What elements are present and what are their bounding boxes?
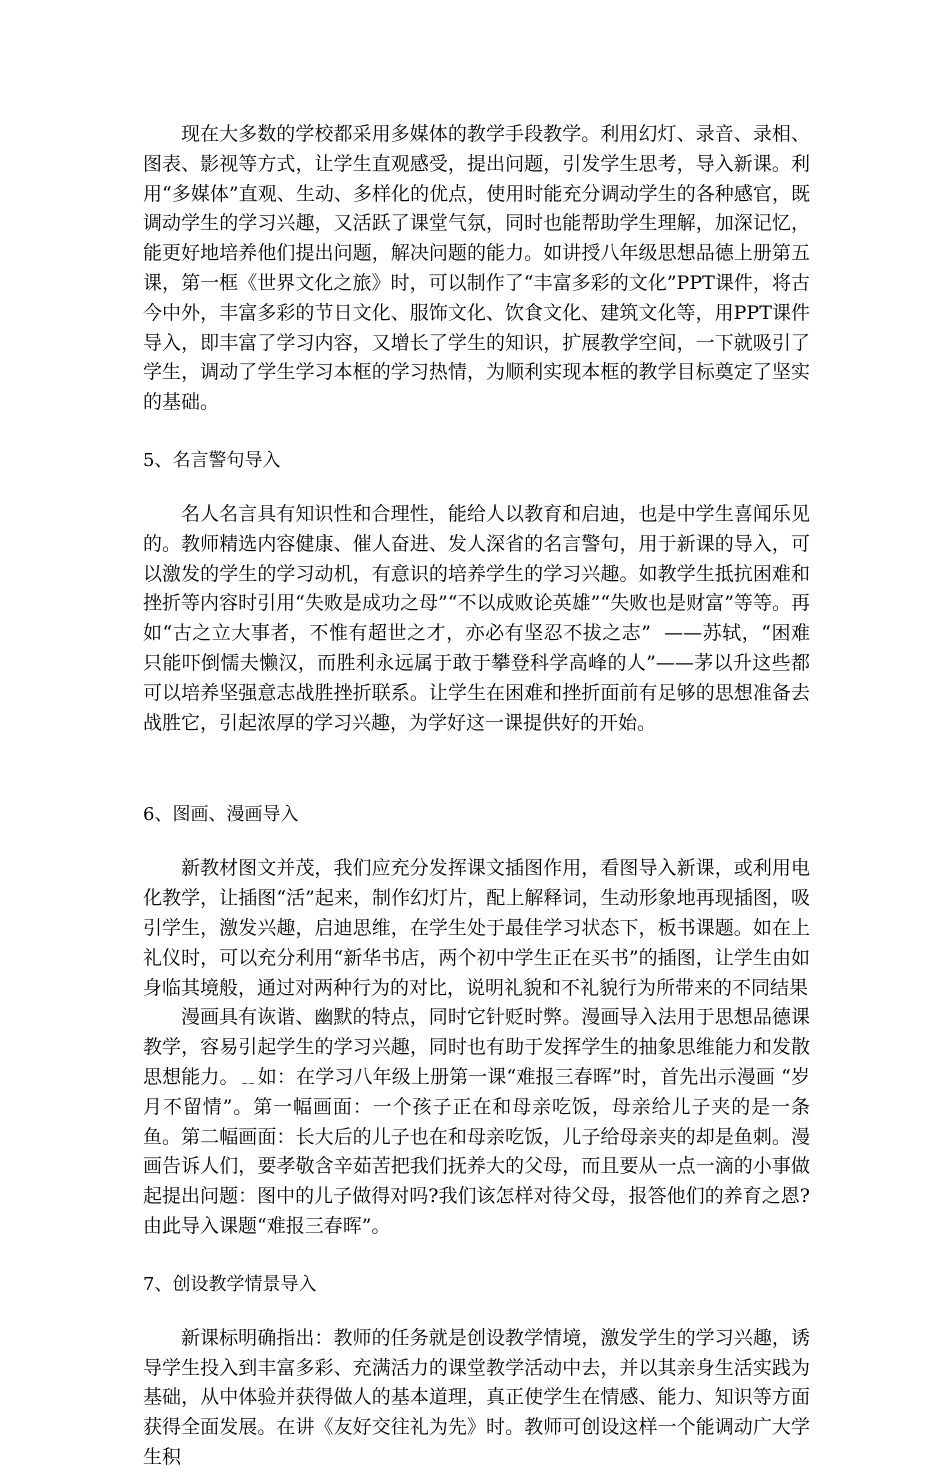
heading-situations: 7、创设教学情景导入 <box>143 1273 317 1295</box>
paragraph-multimedia: 现在大多数的学校都采用多媒体的教学手段教学。利用幻灯、录音、录相、图表、影视等方式，让学生直观感受，提出问题，引发学生思考，导入新课。利用“多媒体”直观、生动、多样化的优点，使用时能充分调动学生的各种感官，既调动学生的学习兴趣，又活跃了课堂气氛，同时也能帮助学生理解，加深记忆，能更好地培养他们提出问题，解决问题的能力。如讲授八年级思想品德上册第五课，第一框《世界文化之旅》时，可以制作了“丰富多彩的文化”PPT课件，将古今中外，丰富多彩的节日文化、服饰文化、饮食文化、建筑文化等，用PPT课件导入，即丰富了学习内容，又增长了学生的知识，扩展教学空间，一下就吸引了学生，调动了学生学习本框的学习热情，为顺利实现本框的教学目标奠定了坚实的基础。 <box>143 123 810 414</box>
paragraph-situations: 新课标明确指出：教师的任务就是创设教学情境，激发学生的学习兴趣，诱导学生投入到丰富多彩、充满活力的课堂教学活动中去，并以其亲身生活实践为基础，从中体验并获得做人的基本道理，真正使学生在情感、能力、知识等方面获得全面发展。在讲《友好交往礼为先》时。教师可创设这样一个能调动广大学生积 <box>143 1326 810 1468</box>
paragraph-pictures: 新教材图文并茂，我们应充分发挥课文插图作用，看图导入新课，或利用电化教学，让插图“活”起来，制作幻灯片，配上解释词，生动形象地再现插图，吸引学生，激发兴趣，启迪思维，在学生处于最佳学习状态下，板书课题。如在上礼仪时，可以充分利用“新华书店，两个初中学生正在买书”的插图，让学生由如身临其境般，通过对两种行为的对比，说明礼貌和不礼貌行为所带来的不同结果 <box>143 857 810 999</box>
document-body <box>143 120 810 1473</box>
heading-pictures: 6、图画、漫画导入 <box>143 804 299 826</box>
heading-quotes: 5、名言警句导入 <box>143 449 281 471</box>
paragraph-quotes: 名人名言具有知识性和合理性，能给人以教育和启迪，也是中学生喜闻乐见的。教师精选内容健康、催人奋进、发人深省的名言警句，用于新课的导入，可以激发的学生的学习动机，有意识的培养学生的学习兴趣。如教学生抵抗困难和挫折等内容时引用“失败是成功之母”“不以成败论英雄”“失败也是财富”等等。再如“古之立大事者，不惟有超世之才，亦必有坚忍不拔之志” ——苏轼，“困难只能吓倒懦夫懒汉，而胜利永远属于敢于攀登科学高峰的人”——茅以升这些都可以培养坚强意志战胜挫折联系。让学生在困难和挫折面前有足够的思想准备去战胜它，引起浓厚的学习兴趣，为学好这一课提供好的开始。 <box>143 502 810 734</box>
paragraph-comics: 漫画具有诙谐、幽默的特点，同时它针贬时弊。漫画导入法用于思想品德课教学，容易引起学生的学习兴趣，同时也有助于发挥学生的抽象思维能力和发散思想能力。﹎如：在学习八年级上册第一课“难报三春晖”时，首先出示漫画 “岁月不留情”。第一幅画面：一个孩子正在和母亲吃饭，母亲给儿子夹的是一条鱼。第二幅画面：长大后的儿子也在和母亲吃饭，儿子给母亲夹的却是鱼刺。漫画告诉人们，要孝敬含辛茹苦把我们抚养大的父母，而且要从一点一滴的小事做起提出问题：图中的儿子做得对吗?我们该怎样对待父母，报答他们的养育之恩?由此导入课题“难报三春晖”。 <box>143 1006 810 1237</box>
